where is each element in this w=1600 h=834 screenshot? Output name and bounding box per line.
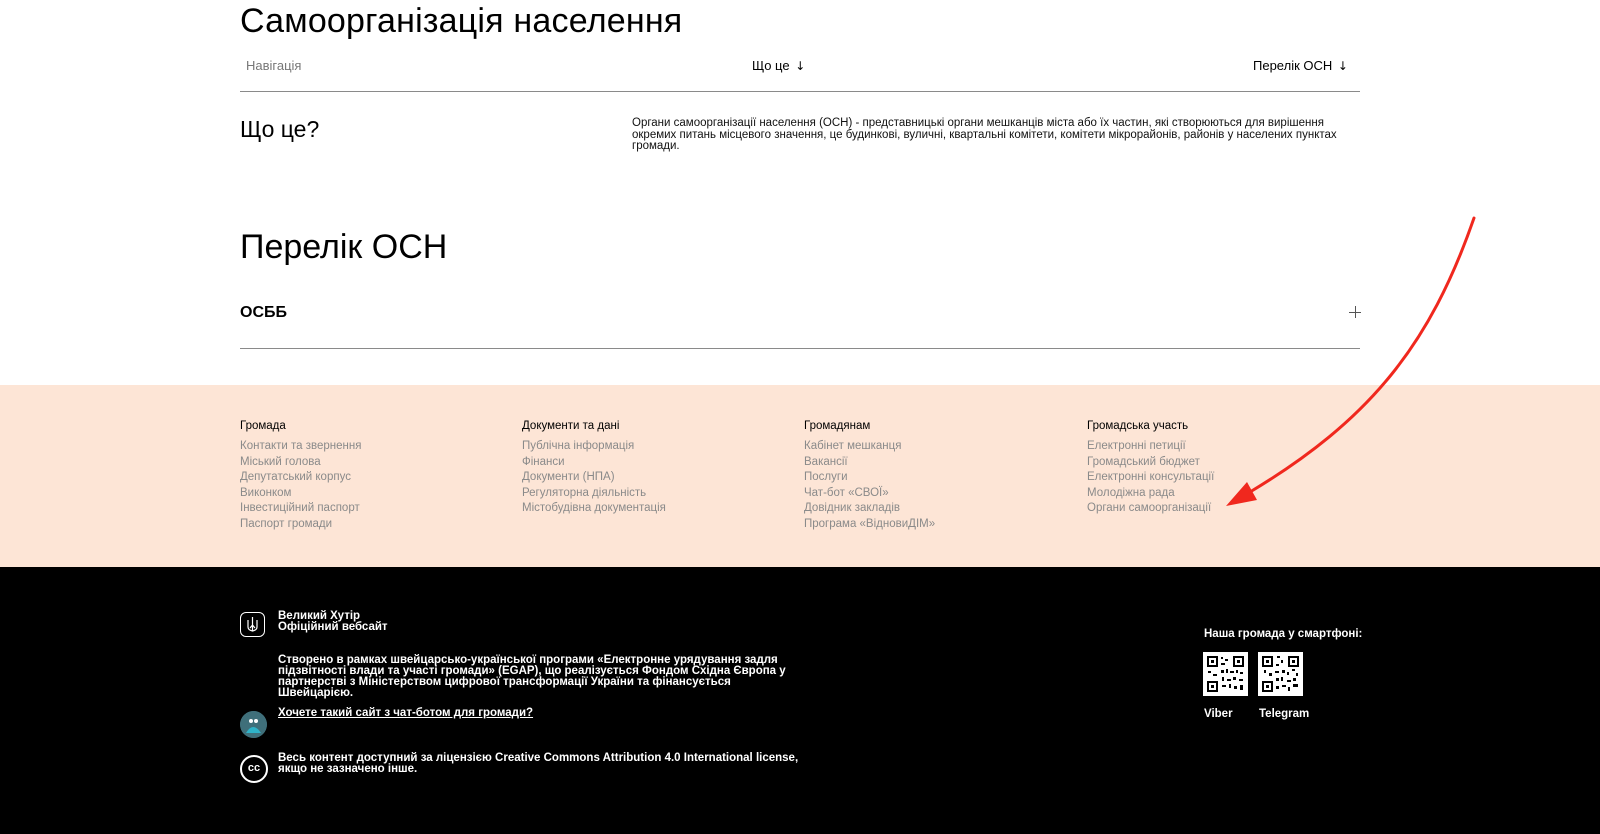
page-title: Самоорганізація населення (240, 2, 683, 40)
nav-link-osn-list-label: Перелік ОСН (1253, 58, 1333, 73)
footer-column-title: Громадянам (804, 420, 871, 432)
footer-column-documents (522, 418, 666, 517)
plus-icon[interactable] (1348, 305, 1362, 319)
divider (240, 91, 1360, 92)
site-name-line: Великий Хутір (278, 610, 361, 622)
nav-link-osn-list[interactable] (1253, 58, 1348, 73)
footer-link[interactable]: Депутатський корпус (240, 471, 351, 484)
accordion-item-osbb[interactable]: ОСББ (240, 304, 287, 321)
footer-link[interactable]: Регуляторна діяльність (522, 486, 647, 499)
footer-link[interactable]: Інвестиційний паспорт (240, 502, 360, 515)
footer-link[interactable]: Контакти та звернення (240, 440, 362, 452)
footer-link[interactable]: Фінанси (522, 455, 565, 468)
qr-title: Наша громада у смартфоні: (1204, 628, 1363, 640)
site-name (278, 611, 388, 633)
footer-link[interactable]: Вакансії (804, 455, 848, 468)
trident-icon (241, 613, 264, 636)
what-section-title: Що це? (240, 116, 320, 142)
license-text: Весь контент доступний за ліцензією Creative Commons Attribution 4.0 International license, якщо не зазначено інше. (278, 752, 799, 775)
arrow-down-icon: ↓ (1337, 59, 1348, 73)
bot-face-icon (240, 711, 267, 738)
footer-link[interactable]: Виконком (240, 486, 292, 499)
footer-dark (0, 567, 1600, 834)
footer-column-title: Громада (240, 420, 286, 432)
footer-link[interactable]: Послуги (804, 471, 848, 484)
footer-link[interactable]: Довідник закладів (804, 502, 900, 515)
chatbot-site-link[interactable]: Хочете такий сайт з чат-ботом для громади? (278, 707, 534, 719)
viber-label: Viber (1204, 708, 1233, 720)
telegram-qr-code-icon[interactable] (1258, 652, 1303, 696)
footer-column-participation (1087, 418, 1214, 517)
footer-column-title: Документи та дані (522, 420, 620, 432)
footer-column-title: Громадська участь (1087, 420, 1189, 432)
nav-label: Навігація (246, 58, 302, 73)
footer-column-community (240, 418, 361, 533)
viber-qr-code-icon[interactable] (1203, 652, 1248, 696)
footer-link[interactable]: Публічна інформація (522, 440, 635, 452)
footer-link[interactable]: Громадський бюджет (1087, 455, 1200, 468)
footer-link[interactable]: Електронні петиції (1087, 440, 1186, 452)
footer-link-self-organization[interactable]: Органи самоорганізації (1087, 502, 1212, 515)
what-section-text: Органи самоорганізації населення (ОСН) - представницькі органи мешканців міста або їх частин, які створюються для вирішення окремих питань місцевого значення, це будинкові, вуличні, квартальні комітети, комітети мікрорайонів, районів у населених пунктах громади. (632, 117, 1337, 152)
telegram-label: Telegram (1259, 708, 1310, 720)
footer-link[interactable]: Паспорт громади (240, 517, 333, 530)
divider (240, 348, 1360, 349)
footer-link[interactable]: Документи (НПА) (522, 471, 615, 484)
footer-links (0, 385, 1600, 567)
footer-link[interactable]: Програма «ВідновиДІМ» (804, 517, 936, 530)
nav-link-what[interactable] (752, 58, 805, 73)
program-text: Створено в рамках швейцарсько-української програми «Електронне урядування задля підзвітності влади та участі громади» (EGAP), що реалізується Фондом Східна Європа у партнерстві з Міністерством цифрової трансформації України та фінансується Швейцарією. (278, 654, 786, 699)
creative-commons-icon: cc (240, 755, 268, 783)
footer-link[interactable]: Електронні консультації (1087, 471, 1215, 484)
footer-link[interactable]: Міський голова (240, 455, 321, 468)
osn-list-title: Перелік ОСН (240, 228, 448, 266)
footer-link[interactable]: Чат-бот «СВОЇ» (804, 486, 889, 499)
nav-link-what-label: Що це (752, 58, 790, 73)
chatbot-avatar-icon (240, 711, 267, 738)
footer-link[interactable]: Кабінет мешканця (804, 440, 902, 452)
site-subtitle-line: Офіційний вебсайт (278, 621, 388, 633)
qr-code-icon (1203, 652, 1248, 696)
qr-code-icon (1258, 652, 1303, 696)
footer-link[interactable]: Молодіжна рада (1087, 486, 1175, 499)
trident-emblem-icon (240, 612, 265, 637)
footer-link[interactable]: Містобудівна документація (522, 502, 666, 515)
arrow-down-icon: ↓ (795, 59, 806, 73)
footer-column-citizens (804, 418, 935, 533)
